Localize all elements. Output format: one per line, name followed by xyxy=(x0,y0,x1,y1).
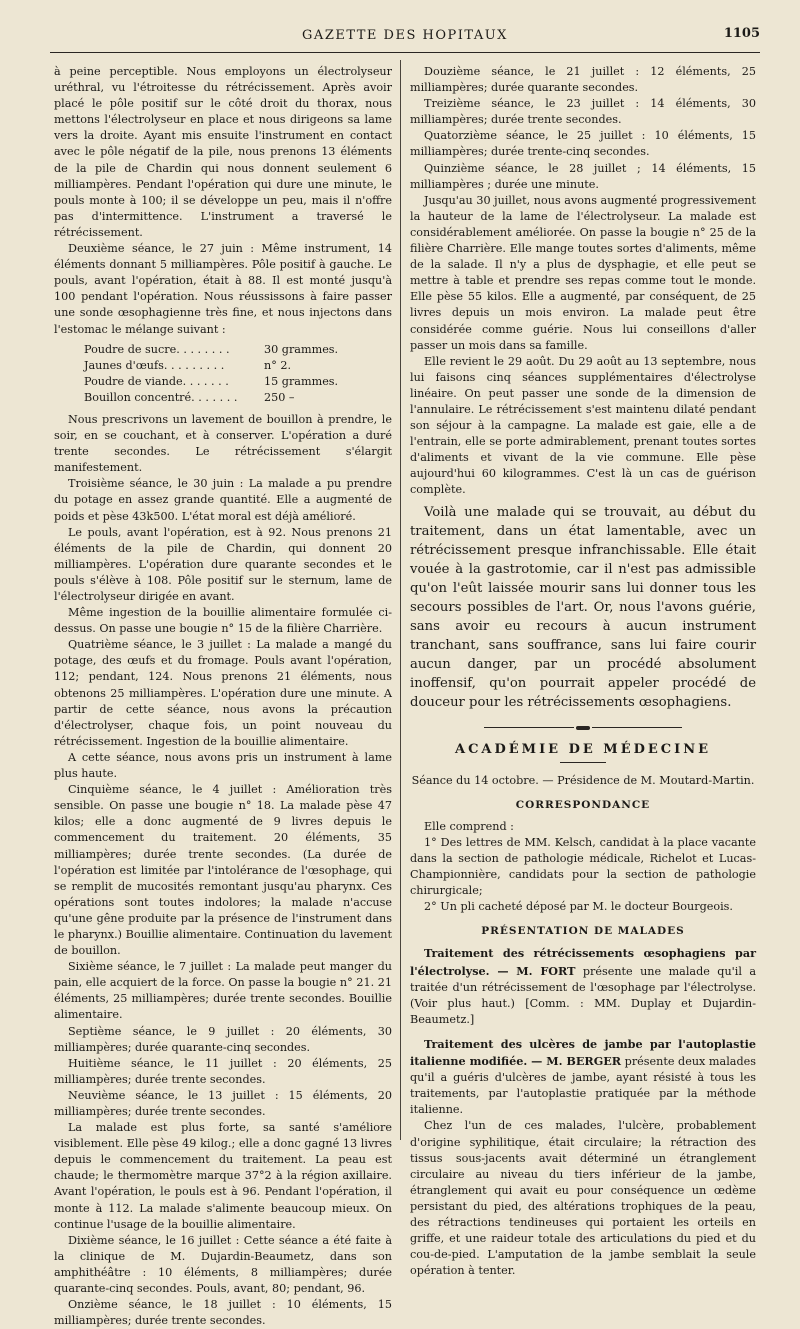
paragraph: Deuxième séance, le 27 juin : Même instrument, 14 éléments donnant 5 milliampères. Pôle positif à gauche. Le pouls, avant l'opération, était à 88. Il est monté jusqu'à 100 pendant l'opération. Nous réussissons à faire passer une sonde œsophagienne très fine, et nous injectons dans l'estomac le mélange suivant : xyxy=(54,242,392,336)
paragraph: Sixième séance, le 7 juillet : La malade peut manger du pain, elle acquiert de la force. On passe la bougie n° 21. 21 éléments, 25 milliampères; durée trente secondes. Bouillie alimentaire. xyxy=(54,960,392,1022)
ornament-line xyxy=(592,727,682,728)
header-rule xyxy=(50,52,760,53)
paragraph xyxy=(410,1036,756,1118)
paragraph: A cette séance, nous avons pris un instrument à lame plus haute. xyxy=(54,750,392,781)
paragraph-body: présente une malade qu'il a traitée d'un rétrécissement de l'œsophage par l'électrolyse. (Voir plus haut.) [Comm. : MM. Duplay et Dujardin-Beaumetz.] xyxy=(410,964,756,1026)
paragraph: Cinquième séance, le 4 juillet : Amélioration très sensible. On passe une bougie n° 18. La malade pèse 47 kilos; elle a donc augmenté de 9 livres depuis le commencement du traitement. 20 éléments, 35 milliampères; durée trente secondes. (La durée de l'opération est limitée par l'intolérance de l'œsophage, qui se remplit de mucosités remontant jusqu'au pharynx. Ces opérations sont toutes indolores; la malade n'accuse qu'une gêne produite par la présence de l'instrument dans le pharynx.) Bouillie alimentaire. Continuation du lavement de bouillon. xyxy=(54,783,392,958)
page-header xyxy=(50,28,760,48)
paragraph: Douzième séance, le 21 juillet : 12 éléments, 25 milliampères; durée quarante secondes. xyxy=(410,65,756,95)
paragraph: Troisième séance, le 30 juin : La malade a pu prendre du potage en assez grande quantité. Elle a augmenté de poids et pèse 43k500. L'état moral est déjà amélioré. xyxy=(54,477,392,523)
paragraph: Chez l'un de ces malades, l'ulcère, probablement d'origine syphilitique, était circulaire; la rétraction des tissus sous-jacents avait déterminé un étranglement circulaire au niveau du tiers inférieur de la jambe, étranglement qui avait eu pour conséquence un œdème persistant du pied, des altérations trophiques de la peau, des rétractions tendineuses qui portaient les orteils en griffe, et une raideur totale des articulations du pied et du cou-de-pied. L'amputation de la jambe semblait la seule opération à tenter. xyxy=(410,1119,756,1278)
paragraph: Même ingestion de la bouillie alimentaire formulée ci-dessus. On passe une bougie n° 15 de la filière Charrière. xyxy=(54,606,392,636)
paragraph: Elle revient le 29 août. Du 29 août au 13 septembre, nous lui faisons cinq séances supplémentaires d'électrolyse linéaire. On peut passer une sonde de la dimension de l'annulaire. Le rétrécissement s'est maintenu dilaté pendant son séjour à la campagne. La malade est gaie, elle a de l'entrain, elle se porte admirablement, prenant toutes sortes d'aliments et vivant de la vie commune. Elle pèse aujourd'hui 60 kilogrammes. C'est là un cas de guérison complète. xyxy=(410,354,756,497)
paragraph-lead: Traitement des ulcères de jambe par l'autoplastie italienne modifiée. — M. BERGER xyxy=(410,1036,756,1069)
paragraph-body: présente deux malades qu'il a guéris d'ulcères de jambe, ayant résisté à tous les traitements, par l'autoplastie pratiquée par la méthode italienne. xyxy=(410,1055,756,1117)
paragraph: Treizième séance, le 23 juillet : 14 éléments, 30 milliampères; durée trente secondes. xyxy=(410,97,756,127)
short-rule xyxy=(560,762,606,763)
recipe-qty: 30 grammes. xyxy=(264,342,339,356)
paragraph: La malade est plus forte, sa santé s'améliore visiblement. Elle pèse 49 kilog.; elle a donc gagné 13 livres depuis le commencement du traitement. La peau est chaude; le thermomètre marque 37°2 à la région axillaire. Avant l'opération, le pouls est à 96. Pendant l'opération, il monte à 112. La malade s'alimente beaucoup mieux. On continue l'usage de la bouillie alimentaire. xyxy=(54,1121,392,1231)
recipe-item: Jaunes d'œufs. . . . . . . . . xyxy=(84,358,225,372)
page-number: 1105 xyxy=(723,26,760,41)
running-title: GAZETTE DES HOPITAUX xyxy=(302,28,508,43)
left-column xyxy=(54,64,392,1329)
correspondance-title: CORRESPONDANCE xyxy=(515,798,651,811)
paragraph: Huitième séance, le 11 juillet : 20 éléments, 25 milliampères; durée trente secondes. xyxy=(54,1056,392,1086)
paragraph: Le pouls, avant l'opération, est à 92. Nous prenons 21 éléments de la pile de Chardin, qui donnent 20 milliampères. L'opération dure quarante secondes et le pouls s'élève à 108. Pôle positif sur le sternum, lame de l'électrolyseur dirigée en avant. xyxy=(54,525,392,603)
paragraph: Quatorzième séance, le 25 juillet : 10 éléments, 15 milliampères; durée trente-cinq secondes. xyxy=(410,129,756,159)
paragraph: Elle comprend : xyxy=(424,819,514,833)
paragraph-lead: Traitement des rétrécissements œsophagiens par l'électrolyse. — M. FORT xyxy=(410,946,756,978)
paragraph: Quatrième séance, le 3 juillet : La malade a mangé du potage, des œufs et du fromage. Pouls avant l'opération, 112; pendant, 124. Nous prenons 21 éléments, nous obtenons 25 milliampères. L'opération dure une minute. A partir de cette séance, nous avons la précaution d'électrolyser, chaque fois, un point nouveau du rétrécissement. Ingestion de la bouillie alimentaire. xyxy=(54,638,392,748)
paragraph: Jusqu'au 30 juillet, nous avons augmenté progressivement la hauteur de la lame de l'électrolyseur. La malade est considérablement améliorée. On passe la bougie n° 25 de la filière Charrière. Elle mange toutes sortes d'aliments, même de la salade. Il n'y a plus de dysphagie, et elle peut se mettre à table et prendre ses repas comme tout le monde. Elle pèse 55 kilos. Elle a augmenté, par conséquent, de 25 livres depuis un mois environ. La malade peut être considérée comme guérie. Nous lui conseillons d'aller passer un mois dans sa famille. xyxy=(410,193,756,352)
paragraph xyxy=(410,945,756,1027)
right-column xyxy=(410,64,756,1279)
paragraph: 2° Un pli cacheté déposé par M. le docteur Bourgeois. xyxy=(424,900,733,914)
recipe-qty: 250 – xyxy=(264,390,295,404)
recipe-item: Poudre de viande. . . . . . . xyxy=(84,374,229,388)
paragraph: Nous prescrivons un lavement de bouillon à prendre, le soir, en se couchant, et à conserver. L'opération a duré trente secondes. Le rétrécissement s'élargit manifestement. xyxy=(54,412,392,475)
session-line: Séance du 14 octobre. — Présidence de M. Moutard-Martin. xyxy=(411,773,755,787)
recipe-row xyxy=(84,342,392,358)
academy-title: ACADÉMIE DE MÉDECINE xyxy=(454,741,711,757)
paragraph: Quinzième séance, le 28 juillet ; 14 éléments, 15 milliampères ; durée une minute. xyxy=(410,161,756,191)
recipe-table xyxy=(84,342,392,406)
paragraph: Septième séance, le 9 juillet : 20 éléments, 30 milliampères; durée quarante-cinq secondes. xyxy=(54,1024,392,1054)
recipe-item: Bouillon concentré. . . . . . . xyxy=(84,390,238,404)
paragraph: Onzième séance, le 18 juillet : 10 éléments, 15 milliampères; durée trente secondes. xyxy=(54,1298,392,1328)
recipe-row xyxy=(84,374,392,390)
paragraph: à peine perceptible. Nous employons un électrolyseur uréthral, vu l'étroitesse du rétrécissement. Après avoir placé le pôle positif sur le côté droit du thorax, nous mettons l'électrolyseur en place et nous dirigeons sa lame vers la droite. Ayant mis ensuite l'instrument en contact avec le pôle négatif de la pile, nous prenons 13 éléments de la pile de Chardin qui nous donnent seulement 6 milliampères. Pendant l'opération qui dure une minute, le pouls monte à 100; il se développe un peu, mais il n'offre pas d'intermittence. L'instrument a traversé le rétrécissement. xyxy=(54,65,392,239)
paragraph: Neuvième séance, le 13 juillet : 15 éléments, 20 milliampères; durée trente secondes. xyxy=(54,1088,392,1118)
column-divider xyxy=(400,60,401,1140)
ornament-line xyxy=(484,727,574,728)
recipe-row xyxy=(84,358,392,374)
recipe-qty: n° 2. xyxy=(264,358,292,372)
recipe-item: Poudre de sucre. . . . . . . . xyxy=(84,342,230,356)
presentation-title: PRÉSENTATION DE MALADES xyxy=(481,925,685,938)
paragraph: Dixième séance, le 16 juillet : Cette séance a été faite à la clinique de M. Dujardin-Beaumetz, dans son amphithéâtre : 10 éléments, 8 milliampères; durée quarante-cinq secondes. Pouls, avant, 80; pendant, 96. xyxy=(54,1233,392,1296)
recipe-row xyxy=(84,390,392,406)
conclusion-paragraph: Voilà une malade qui se trouvait, au début du traitement, dans un état lamentable, avec un rétrécissement presque infranchissable. Elle était vouée à la gastrotomie, car il n'est pas admissible qu'on l'eût laissée mourir sans lui donner tous les secours possibles de l'art. Or, nous l'avons guérie, sans avoir eu recours à aucun instrument tranchant, sans souffrance, sans lui faire courir aucun danger, par un procédé absolument inoffensif, qu'on pourrait appeler procédé de douceur pour les rétrécissements œsophagiens. xyxy=(410,504,756,710)
recipe-qty: 15 grammes. xyxy=(264,374,339,388)
ornament-center xyxy=(576,726,590,730)
paragraph: 1° Des lettres de MM. Kelsch, candidat à la place vacante dans la section de pathologie médicale, Richelot et Lucas-Championnière, candidats pour la section de pathologie chirurgicale; xyxy=(410,835,756,898)
section-ornament xyxy=(410,726,756,730)
